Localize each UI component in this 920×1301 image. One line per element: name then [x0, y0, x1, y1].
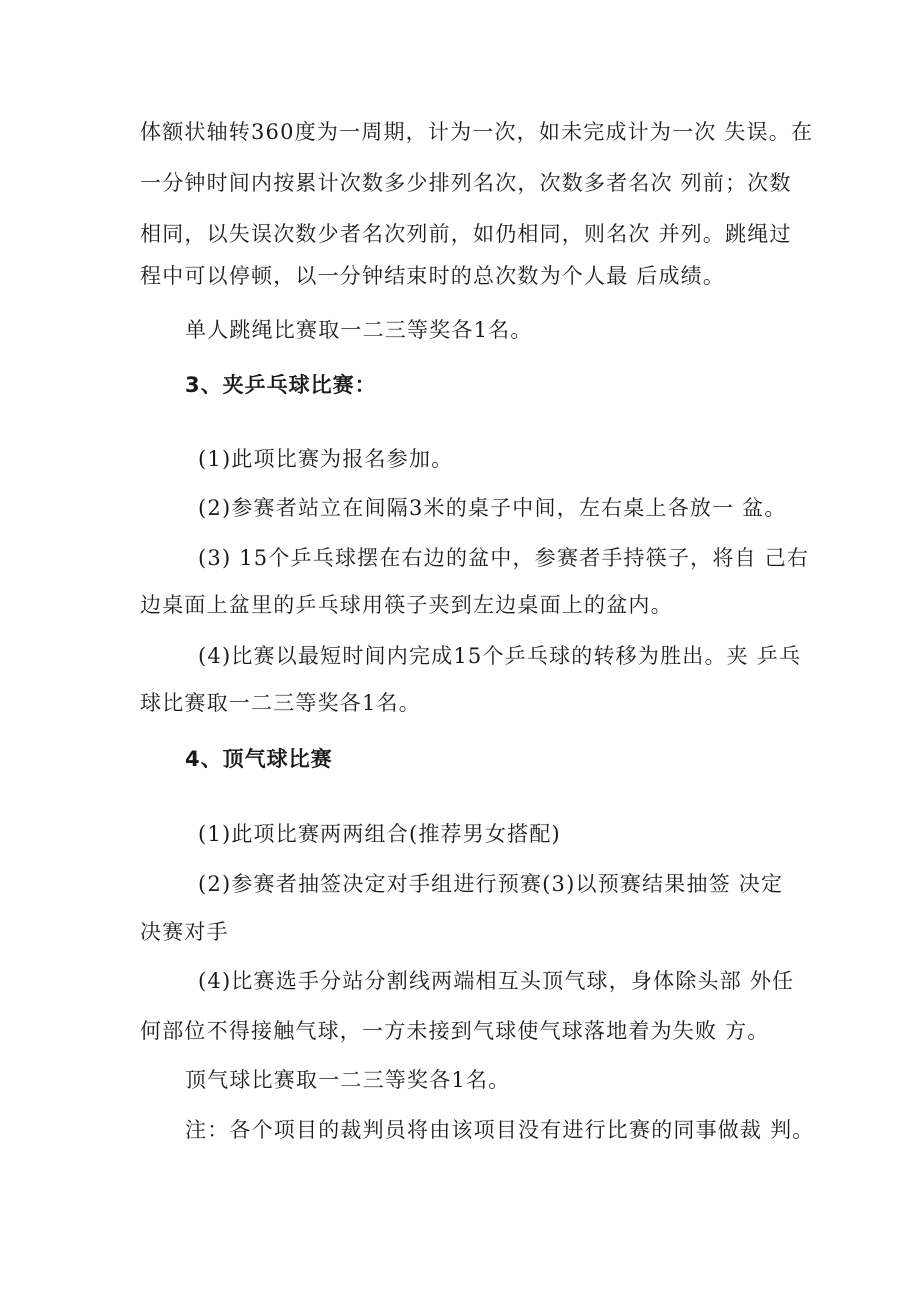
list-item-continuation: 球比赛取一二三等奖各1名。: [140, 691, 421, 715]
section-heading: 4、顶气球比赛: [185, 747, 333, 771]
paragraph-line: 体额状轴转360度为一周期，计为一次，如未完成计为一次 失误。在: [140, 120, 814, 144]
list-item: (3) 15个乒乓球摆在右边的盆中，参赛者手持筷子，将自 己右: [198, 546, 810, 570]
list-item-continuation: 决赛对手: [140, 920, 229, 944]
list-item-continuation: 何部位不得接触气球，一方未接到气球使气球落地着为失败 方。: [140, 1019, 770, 1043]
award-paragraph: 顶气球比赛取一二三等奖各1名。: [185, 1068, 511, 1092]
list-item: (1)此项比赛为报名参加。: [198, 447, 454, 471]
paragraph-line: 一分钟时间内按累计次数多少排列名次，次数多者名次 列前；次数: [140, 171, 792, 195]
list-item: (4)比赛选手分站分割线两端相互头顶气球，身体除头部 外任: [198, 969, 795, 993]
paragraph-line: 相同，以失误次数少者名次列前，如仍相同，则名次 并列。跳绳过: [140, 222, 792, 246]
award-paragraph: 单人跳绳比赛取一二三等奖各1名。: [185, 318, 533, 342]
section-heading: 3、夹乒乓球比赛：: [185, 373, 377, 397]
list-item: (1)此项比赛两两组合(推荐男女搭配): [198, 822, 561, 846]
list-item: (4)比赛以最短时间内完成15个乒乓球的转移为胜出。夹 乒乓: [198, 644, 802, 668]
list-item: (2)参赛者抽签决定对手组进行预赛(3)以预赛结果抽签 决定: [198, 872, 784, 896]
note-paragraph: 注：各个项目的裁判员将由该项目没有进行比赛的同事做裁 判。: [185, 1118, 815, 1142]
list-item: (2)参赛者站立在间隔3米的桌子中间，左右桌上各放一 盆。: [198, 496, 787, 520]
list-item-continuation: 边桌面上盆里的乒乓球用筷子夹到左边桌面上的盆内。: [140, 593, 673, 617]
paragraph-line: 程中可以停顿，以一分钟结束时的总次数为个人最 后成绩。: [140, 264, 726, 288]
